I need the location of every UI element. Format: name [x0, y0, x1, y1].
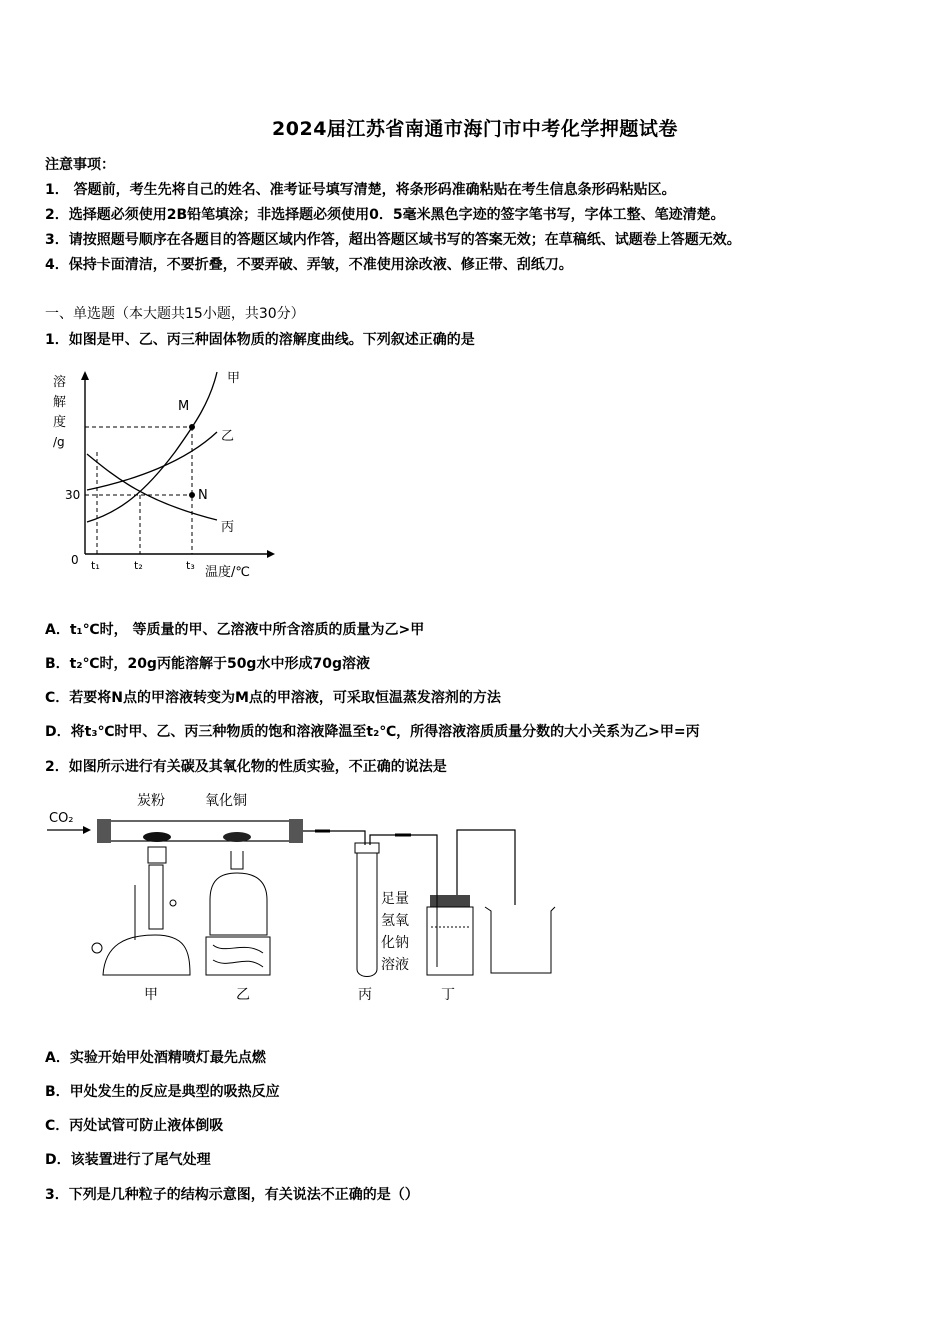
- naoh-label-4: 溶液: [381, 957, 409, 973]
- yi-label: 乙: [221, 429, 235, 444]
- lamp-column: [149, 865, 163, 929]
- question-3-stem: 3．下列是几种粒子的结构示意图，有关说法不正确的是（）: [45, 1187, 419, 1203]
- tube-stopper: [355, 843, 379, 853]
- co2-label: CO₂: [49, 811, 74, 826]
- point-n: [189, 492, 195, 498]
- origin-label: 0: [71, 553, 79, 567]
- wood-block: [206, 937, 270, 975]
- y-30-label: 30: [65, 488, 81, 502]
- xlabel: 温度/℃: [205, 565, 250, 580]
- notice-item: 1． 答题前，考生先将自己的姓名、准考证号填写清楚，将条形码准确粘贴在考生信息条形码粘贴区。: [45, 182, 676, 198]
- y-axis-arrow: [81, 371, 89, 380]
- outlet-pipe: [457, 830, 515, 905]
- notice-item: 3．请按照题号顺序在各题目的答题区域内作答，超出答题区域书写的答案无效；在草稿纸、试题卷上答题无效。: [45, 232, 741, 248]
- apparatus-figure: [45, 785, 560, 1010]
- carbon-label: 炭粉: [137, 793, 165, 809]
- m-label: M: [178, 399, 190, 414]
- beaker: [485, 907, 555, 973]
- jia-label: 甲: [144, 987, 158, 1003]
- section-heading: 一、单选题（本大题共15小题，共30分）: [45, 306, 305, 322]
- wood-grain: [213, 945, 263, 967]
- bing-label: 丙: [221, 520, 235, 535]
- q2-option-c: C．丙处试管可防止液体倒吸: [45, 1118, 224, 1134]
- outlet-tube-2: [370, 835, 437, 895]
- bing-label: 丙: [358, 987, 372, 1003]
- washing-bottle: [427, 907, 473, 975]
- bottle-stopper: [430, 895, 470, 907]
- glass-tube: [100, 821, 300, 841]
- lamp-knob: [92, 943, 102, 953]
- t3-label: t₃: [186, 559, 195, 572]
- ylabel-1: 溶: [53, 375, 67, 390]
- ylabel-3: 度: [53, 415, 67, 430]
- lamp-base: [103, 935, 190, 975]
- naoh-label-2: 氢氧: [381, 913, 409, 929]
- q1-option-c: C．若要将N点的甲溶液转变为M点的甲溶液，可采取恒温蒸发溶剂的方法: [45, 690, 501, 706]
- wick-holder: [231, 851, 243, 869]
- question-2-stem: 2．如图所示进行有关碳及其氧化物的性质实验，不正确的说法是: [45, 759, 447, 775]
- ylabel-4: /g: [53, 435, 65, 449]
- q1-option-a: A．t₁℃时， 等质量的甲、乙溶液中所含溶质的质量为乙>甲: [45, 622, 425, 638]
- cuo-label: 氧化铜: [205, 793, 247, 809]
- question-1-stem: 1．如图是甲、乙、丙三种固体物质的溶解度曲线。下列叙述正确的是: [45, 332, 475, 348]
- notice-item: 4．保持卡面清洁，不要折叠，不要弄破、弄皱，不准使用涂改液、修正带、刮纸刀。: [45, 257, 573, 273]
- page-title: 2024届江苏省南通市海门市中考化学押题试卷: [272, 118, 678, 140]
- notice-item: 2．选择题必须使用2B铅笔填涂；非选择题必须使用0．5毫米黑色字迹的签字笔书写，字体工整、笔迹清楚。: [45, 207, 725, 223]
- point-m: [189, 424, 195, 430]
- x-axis-arrow: [267, 550, 275, 558]
- curve-yi: [87, 432, 217, 490]
- alcohol-lamp: [210, 873, 267, 935]
- test-tube: [357, 853, 377, 977]
- lamp-nozzle: [148, 847, 166, 863]
- q2-option-a: A．实验开始甲处酒精喷灯最先点燃: [45, 1050, 266, 1066]
- q2-option-b: B．甲处发生的反应是典型的吸热反应: [45, 1084, 280, 1100]
- co2-arrowhead: [83, 826, 91, 834]
- t1-label: t₁: [91, 559, 100, 572]
- n-label: N: [198, 488, 208, 503]
- solubility-graph: [45, 362, 285, 587]
- carbon-powder: [143, 832, 171, 842]
- q1-option-d: D．将t₃℃时甲、乙、丙三种物质的饱和溶液降温至t₂℃，所得溶液溶质质量分数的大小关系为乙>甲=丙: [45, 724, 700, 740]
- notice-heading: 注意事项：: [45, 157, 115, 173]
- stopper-left: [97, 819, 111, 843]
- q2-option-d: D．该装置进行了尾气处理: [45, 1152, 211, 1168]
- t2-label: t₂: [134, 559, 143, 572]
- q1-option-b: B．t₂℃时，20g丙能溶解于50g水中形成70g溶液: [45, 656, 370, 672]
- copper-oxide: [223, 832, 251, 842]
- naoh-label-1: 足量: [381, 891, 409, 907]
- stopper-right: [289, 819, 303, 843]
- jia-label: 甲: [227, 371, 241, 386]
- ding-label: 丁: [441, 987, 455, 1003]
- curve-bing: [87, 454, 217, 520]
- yi-label: 乙: [236, 987, 250, 1003]
- lamp-valve: [170, 900, 176, 906]
- naoh-label-3: 化钠: [381, 935, 409, 951]
- ylabel-2: 解: [53, 395, 67, 410]
